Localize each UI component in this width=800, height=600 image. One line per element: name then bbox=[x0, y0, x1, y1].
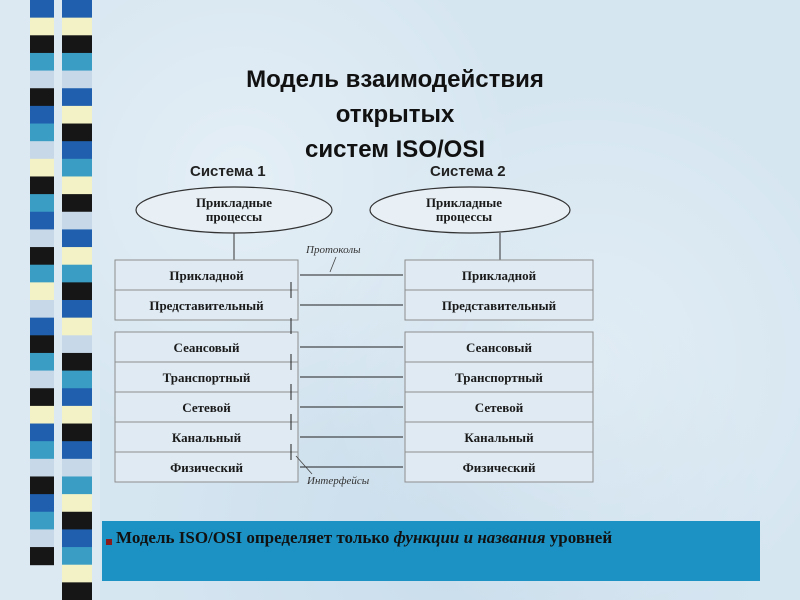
protocols-pointer bbox=[330, 257, 336, 272]
note-text-part-2: уровней bbox=[545, 528, 613, 547]
system-2-label: Система 2 bbox=[430, 163, 506, 180]
system-1-layer-label: Физический bbox=[170, 460, 243, 475]
note-text bbox=[116, 526, 736, 550]
system-2-layer-label: Прикладной bbox=[461, 268, 537, 283]
system-2-layer-label: Транспортный bbox=[455, 370, 543, 385]
system-2-layer-stack bbox=[405, 260, 593, 482]
system-2-processes-line-2: процессы bbox=[435, 209, 493, 224]
note-text-emphasis: функции и названия bbox=[393, 528, 546, 547]
interfaces-label: Интерфейсы bbox=[307, 475, 370, 487]
protocols-label: Протоколы bbox=[306, 244, 361, 256]
title-line-3: систем ISO/OSI bbox=[304, 136, 485, 163]
title-line-2: открытых bbox=[335, 101, 455, 128]
system-1-layer-label: Сеансовый bbox=[173, 340, 240, 355]
stripe-cell bbox=[30, 547, 54, 565]
system-1-layer-label: Прикладной bbox=[169, 268, 244, 283]
system-1-label: Система 1 bbox=[190, 163, 266, 180]
bullet-square-icon bbox=[106, 539, 112, 545]
system-2-layer-label: Сеансовый bbox=[466, 340, 532, 355]
system-2-layer-label: Представительный bbox=[441, 298, 557, 313]
stripe-cell bbox=[62, 565, 92, 583]
note-text-part-1: Модель ISO/OSI определяет только bbox=[116, 528, 394, 547]
system-1-layer-label: Сетевой bbox=[182, 400, 231, 415]
title-line-1: Модель взаимодействия bbox=[246, 66, 544, 93]
stripe-cell bbox=[30, 529, 54, 547]
stripe-cell bbox=[62, 547, 92, 565]
system-2-layer-label: Канальный bbox=[464, 430, 534, 445]
system-1-layer-stack bbox=[115, 260, 298, 482]
system-1-processes-line-2: процессы bbox=[205, 209, 263, 224]
system-1-processes-line-1: Прикладные bbox=[195, 195, 273, 210]
system-2-layer-label: Физический bbox=[462, 460, 536, 475]
stripe-cell bbox=[62, 582, 92, 600]
system-1-layer-label: Представительный bbox=[149, 298, 264, 313]
system-1-layer-label: Транспортный bbox=[162, 370, 251, 385]
system-2-processes-line-1: Прикладные bbox=[425, 195, 503, 210]
stripe-cell bbox=[62, 529, 92, 547]
protocol-lines bbox=[300, 275, 403, 467]
system-1-layer-label: Канальный bbox=[171, 430, 242, 445]
system-2-layer-label: Сетевой bbox=[474, 400, 524, 415]
